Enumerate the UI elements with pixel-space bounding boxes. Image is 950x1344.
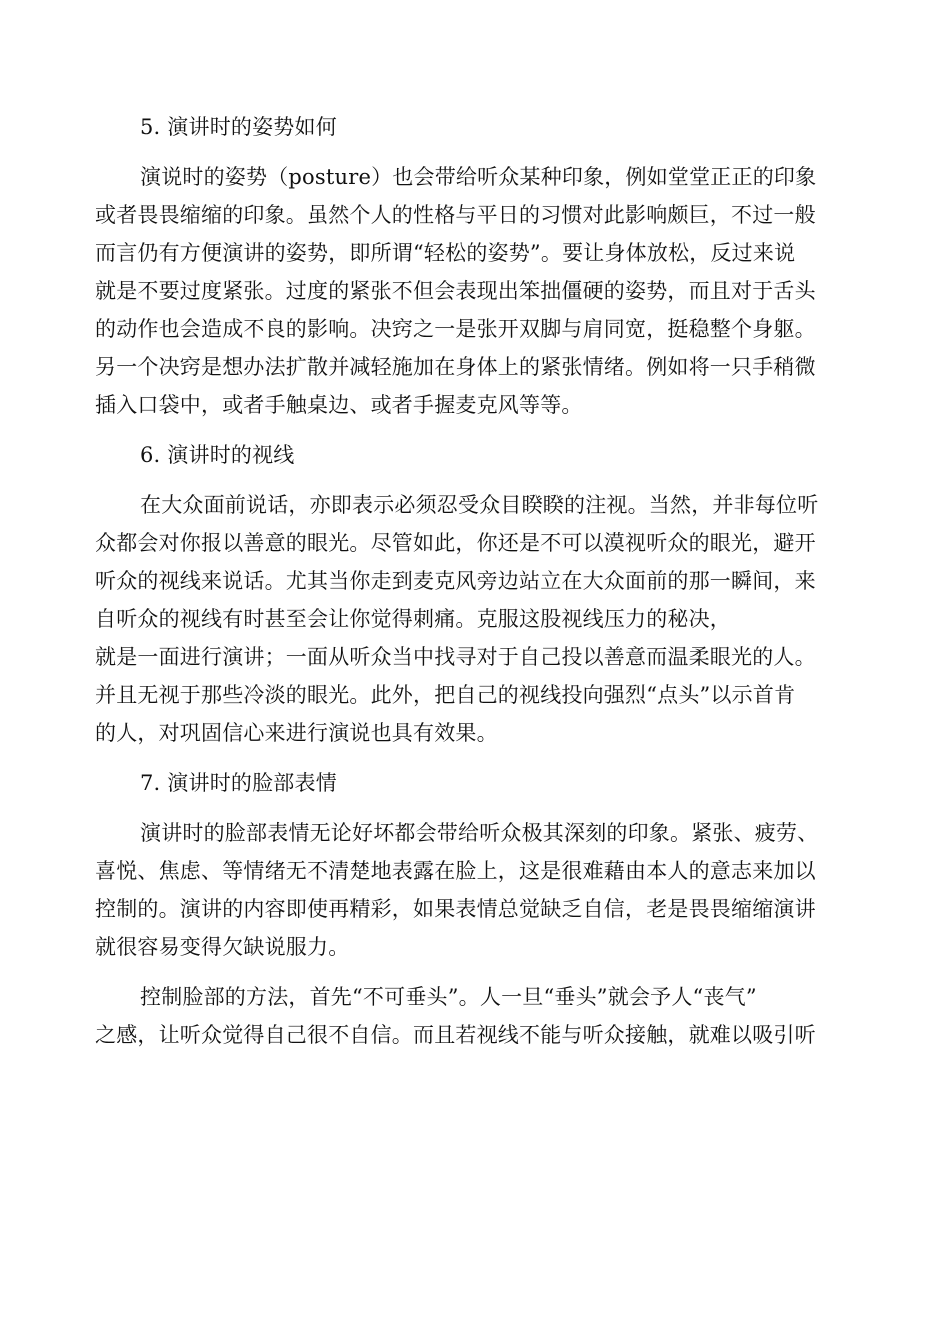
paragraph-line: 另一个决窍是想办法扩散并减轻施加在身体上的紧张情绪。例如将一只手稍微 [95, 355, 816, 379]
paragraph-face-control [95, 978, 870, 1054]
paragraph-line: 就是一面进行演讲；一面从听众当中找寻对于自己投以善意而温柔眼光的人。 [95, 645, 816, 669]
paragraph-posture [95, 158, 870, 424]
paragraph-line: 众都会对你报以善意的眼光。尽管如此，你还是不可以漠视听众的眼光，避开 [95, 531, 816, 555]
paragraph-line: 自听众的视线有时甚至会让你觉得刺痛。克服这股视线压力的秘决， [95, 607, 731, 631]
paragraph-line: 控制的。演讲的内容即使再精彩，如果表情总觉缺乏自信，老是畏畏缩缩演讲 [95, 897, 816, 921]
heading-text: 5. 演讲时的姿势如何 [140, 115, 337, 139]
heading-text: 6. 演讲时的视线 [140, 443, 295, 467]
paragraph-line: 演说时的姿势（posture）也会带给听众某种印象，例如堂堂正正的印象 [140, 165, 817, 189]
heading-text: 7. 演讲时的脸部表情 [140, 771, 337, 795]
paragraph-gaze [95, 486, 870, 752]
document-body [95, 108, 870, 1066]
paragraph-line: 就很容易变得欠缺说服力。 [95, 935, 350, 959]
section-heading-facial-expression [95, 764, 870, 802]
section-heading-posture [95, 108, 870, 146]
paragraph-line: 演讲时的脸部表情无论好坏都会带给听众极其深刻的印象。紧张、疲劳、 [140, 821, 819, 845]
paragraph-facial-expression [95, 814, 870, 966]
paragraph-line: 而言仍有方便演讲的姿势，即所谓“轻松的姿势”。要让身体放松，反过来说 [95, 241, 796, 265]
paragraph-line: 听众的视线来说话。尤其当你走到麦克风旁边站立在大众面前的那一瞬间，来 [95, 569, 816, 593]
paragraph-line: 的动作也会造成不良的影响。决窍之一是张开双脚与肩同宽，挺稳整个身躯。 [95, 317, 816, 341]
paragraph-line: 的人，对巩固信心来进行演说也具有效果。 [95, 721, 498, 745]
paragraph-line: 就是不要过度紧张。过度的紧张不但会表现出笨拙僵硬的姿势，而且对于舌头 [95, 279, 816, 303]
paragraph-line: 喜悦、焦虑、等情绪无不清楚地表露在脸上，这是很难藉由本人的意志来加以 [95, 859, 816, 883]
paragraph-line: 控制脸部的方法，首先“不可垂头”。人一旦“垂头”就会予人“丧气” [140, 985, 757, 1009]
paragraph-line: 或者畏畏缩缩的印象。虽然个人的性格与平日的习惯对此影响颇巨，不过一般 [95, 203, 816, 227]
section-heading-gaze [95, 436, 870, 474]
paragraph-line: 在大众面前说话，亦即表示必须忍受众目睽睽的注视。当然，并非每位听 [140, 493, 819, 517]
paragraph-line: 之感，让听众觉得自己很不自信。而且若视线不能与听众接触，就难以吸引听 [95, 1023, 816, 1047]
paragraph-line: 插入口袋中，或者手触桌边、或者手握麦克风等等。 [95, 393, 583, 417]
paragraph-line: 并且无视于那些冷淡的眼光。此外，把自己的视线投向强烈“点头”以示首肯 [95, 683, 796, 707]
